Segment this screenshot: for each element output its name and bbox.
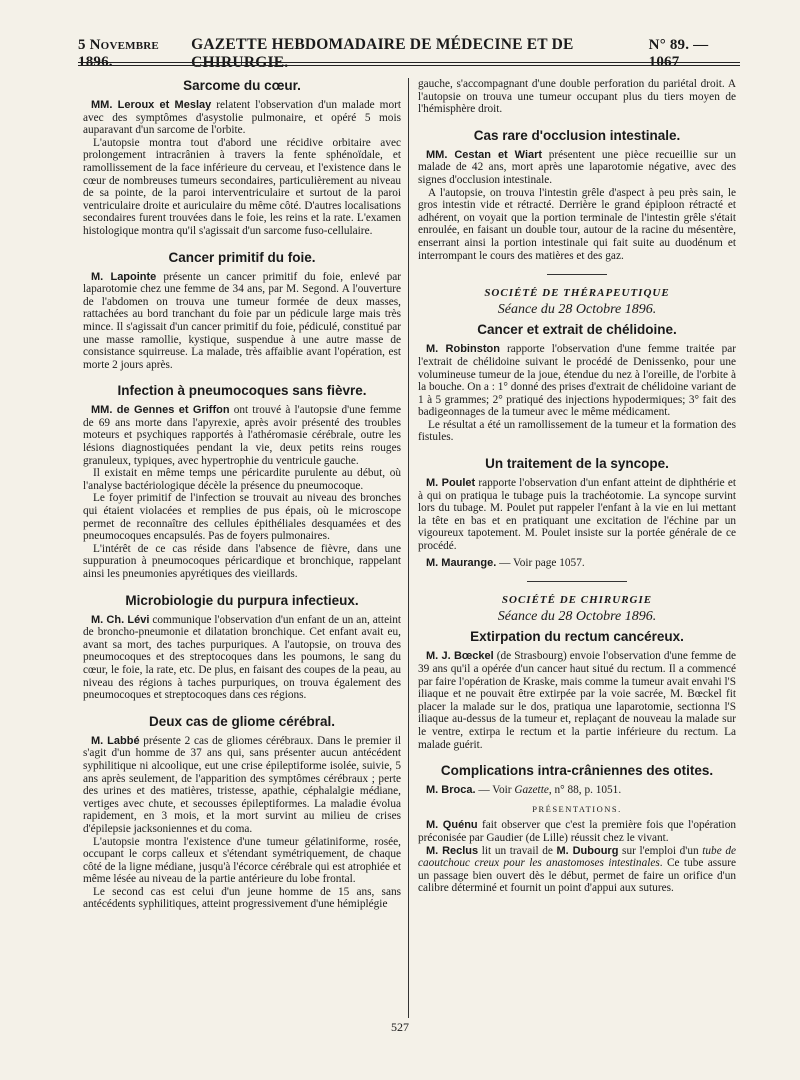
- article-title: Sarcome du cœur.: [183, 78, 301, 93]
- text: relatent l'observation d'un malade mort avec des symptômes d'asystolie pulmonaire, et opéré 5 mois auparavant d'un sarcome de l'orbite.: [83, 99, 401, 137]
- article-occlusion: [418, 128, 736, 262]
- text: fait observer que c'est la première fois que l'opération préconisée par Gaudier (de Lille) réussit chez le vivant.: [418, 819, 736, 844]
- author: M. Robinston: [426, 343, 500, 356]
- article-continuation: [418, 78, 736, 116]
- seance-date: Séance du 28 Octobre 1896.: [497, 608, 657, 624]
- paragraph: Le second cas est celui d'un jeune homme de 15 ans, sans antécédents syphilitiques, atteint progressivement d'une hémiplégie: [83, 885, 401, 911]
- society-heading: SOCIÉTÉ DE CHIRURGIE: [501, 594, 653, 607]
- article-title: Un traitement de la syncope.: [485, 456, 669, 472]
- text: rapporte l'observation d'un enfant atteint de diphthérie et à qui on pratiqua le tubage puis la trachéotomie. La syncope survint lors du tubage. M. Poulet put rappeler l'enfant à la vie en lui mettant la tête en bas et en pratiquant une excitation de l'échine par un vigoureux tapotement. M. Poulet insiste sur la portée générale de ce procédé.: [418, 477, 736, 553]
- issue-number: N° 89. — 1067: [648, 37, 709, 70]
- seance-date: Séance du 28 Octobre 1896.: [497, 301, 657, 317]
- article-syncope: [418, 456, 736, 569]
- paragraph: Le foyer primitif de l'infection se trouvait au niveau des bronches qui étaient violacées et remplies de pus épais, où le microscope permet de reconnaître des cellules épithéliales desquamées et des pneumocoques encapsulés. Pas de foyers pulmonaires.: [83, 492, 401, 543]
- paragraph: [83, 614, 401, 702]
- article-title: Infection à pneumocoques sans fièvre.: [117, 383, 367, 399]
- article-otites: [418, 763, 736, 797]
- article-title: Cancer et extrait de chélidoine.: [477, 322, 677, 338]
- article-gliome: [83, 714, 401, 911]
- paragraph: A l'autopsie, on trouva l'intestin grêle d'aspect à peu près sain, le gros intestin vide et rétracté. Derrière le grand épiploon rétracté et adhérent, on voyait que la portion terminale de l'intestin grêle s'était enroulée, en faisant un double tour, autour de la racine du mésentère, enserrant ainsi la portion intestinale qui fait suite au duodénum et interrompant le cours des matières et des gaz.: [418, 186, 736, 262]
- author: M. Reclus: [426, 844, 479, 857]
- right-column: [418, 78, 736, 907]
- text: rapporte l'observation d'une femme traitée par l'extrait de chélidoine suivant le procédé de Denissenko, pour une volumineuse tumeur de la joue, étendue du nez à l'oreille, de l'orbite à la bouche. On a : 1° donné des prises d'extrait de chélidoine variant de 1 à 5 grammes; 2° pratiqué des injections hypodermiques; 3° fait des badigeonnages de la tumeur avec le même médicament.: [418, 343, 736, 419]
- page-number: 527: [391, 1020, 409, 1034]
- paragraph: [83, 735, 401, 836]
- text: , n° 88, p. 1051.: [548, 784, 622, 797]
- paragraph: [418, 845, 736, 895]
- author: M. Dubourg: [556, 844, 619, 857]
- paragraph: [83, 271, 401, 372]
- column-divider: [408, 78, 409, 1018]
- author: MM. de Gennes et Griffon: [91, 404, 230, 417]
- paragraph: L'autopsie montra l'existence d'une tumeur gélatiniforme, rosée, occupant le corps calleux et s'étendant symétriquement, de chaque côté de la ligne médiane, jusqu'à l'écorce cérébrale qui est atrophiée et même lésée au niveau de la partie antérieure du lobe frontal.: [83, 835, 401, 886]
- article-purpura: [83, 593, 401, 702]
- article-title: Cancer primitif du foie.: [168, 249, 316, 265]
- text: ont trouvé à l'autopsie d'une femme de 69 ans morte dans l'apyrexie, après avoir présenté des troubles moteurs et psychiques rapportés à l'athéromasie cérébrale, outre les lésions diagnostiquées pendant la vie, deux petits reins rouges granuleux, typiques, avec hypertrophie du ventricule gauche.: [83, 404, 401, 467]
- header-rule: [78, 62, 740, 63]
- running-header: [78, 36, 738, 71]
- text: présente un cancer primitif du foie, enlevé par laparotomie chez une femme de 34 ans, par M. Segond. A l'ouverture de l'abdomen on trouva une tumeur formée de deux masses, rattachées au bord tranchant du foie par un pédicule large mais très mince. Il s'agissait d'un cancer primitif du foie, pédiculé, constitué par une masse ramollie, kystique, suspendue à une autre masse de consistance squirreuse. La malade, très affaiblie avant l'opération, est morte 2 jours après.: [83, 270, 401, 371]
- paragraph: [418, 557, 736, 570]
- text: — Voir: [475, 784, 515, 797]
- journal-title: GAZETTE HEBDOMADAIRE DE MÉDECINE ET DE CHIRURGIE.: [191, 36, 574, 71]
- text: lit un travail de: [478, 844, 557, 857]
- paragraph: [418, 650, 736, 751]
- paragraph: [83, 404, 401, 467]
- text: — Voir page 1057.: [496, 556, 585, 569]
- author: M. Labbé: [91, 734, 140, 747]
- article-title: Extirpation du rectum cancéreux.: [470, 629, 684, 645]
- author: M. Ch. Lévi: [91, 613, 150, 626]
- citation: Gazette: [514, 784, 549, 797]
- article-title: Microbiologie du purpura infectieux.: [125, 592, 359, 608]
- header-rule-2: [78, 65, 740, 66]
- article-chelidoine: [418, 322, 736, 444]
- society-heading: SOCIÉTÉ DE THÉRAPEUTIQUE: [484, 287, 670, 300]
- article-title: Complications intra-crâniennes des otites.: [440, 763, 714, 779]
- author: MM. Leroux et Meslay: [91, 99, 212, 111]
- emphasis: tube de caoutchouc creux pour les anastomoses intestinales: [418, 844, 737, 870]
- article-sarcome: [83, 78, 401, 238]
- author: M. Poulet: [426, 477, 476, 490]
- text: communique l'observation d'un enfant de un an, atteint de broncho-pneumonie et dilatation bronchique. Cet enfant avait eu, avant sa mort, des taches purpuriques. A l'autopsie, on trouva des pneumocoques et des streptocoques dans les poumons, le sang du cœur, le foie, la rate, etc. De plus, en faisant des coupes de la peau, au niveau des régions à taches purpuriques, on trouva également des pneumocoques et streptocoques dans ces régions.: [83, 613, 402, 702]
- paragraph: Le résultat a été un ramollissement de la tumeur et la formation des fistules.: [418, 418, 736, 444]
- paragraph: [418, 819, 736, 844]
- text: (de Strasbourg) envoie l'observation d'une femme de 39 ans qu'il a opérée d'un cancer haut situé du rectum. Il a commencé par faire l'opération de Kraske, mais comme la tumeur avait envahi l'S iliaque et ne pouvait être extirpée par la voie sacrée, M. Bœckel fit placer la malade sur le dos, pratiqua une laparotomie, sectionna l'S iliaque au-dessus de la tumeur et, replaçant de nouveau la malade sur le ventre, extirpa le rectum et la partie inférieure du rectum. La malade guérit.: [418, 650, 736, 751]
- article-pneumocoques: [83, 383, 401, 580]
- author: M. Quénu: [426, 819, 478, 832]
- presentations: [418, 819, 736, 895]
- paragraph: L'autopsie montra tout d'abord une récidive orbitaire avec prolongement intracrânien à travers la fente sphénoïdale, et ramollissement de la face inférieure du cerveau, et l'existence dans le cœur de nombreuses tumeurs secondaires, particulièrement au niveau de sa pointe, de la paroi interventriculaire et surtout de la paroi ventriculaire droite et auriculaire du même côté. D'autres localisations secondaires furent trouvées dans le foie, les reins et la rate. L'examen histologique montra qu'il s'agissait d'un sarcome fuso-cellulaire.: [83, 136, 401, 237]
- paragraph: [418, 149, 736, 187]
- paragraph: Il existait en même temps une péricardite purulente au début, où l'analyse bactériologique décèle la présence du pneumocoque.: [83, 467, 401, 492]
- text: présentent une pièce recueillie sur un malade de 42 ans, mort après une laparotomie négative, avec des signes d'occlusion intestinale.: [418, 148, 736, 186]
- author: M. Broca.: [426, 784, 476, 797]
- issue-date: 5 Novembre 1896.: [78, 37, 159, 70]
- left-column: [83, 78, 401, 923]
- article-cancer-foie: [83, 250, 401, 372]
- paragraph: L'intérêt de ce cas réside dans l'absence de fièvre, dans une suppuration à pneumocoques péricardique et bronchique, rappelant ainsi les pneumonies apyrétiques des vieillards.: [83, 542, 401, 580]
- text: présente 2 cas de gliomes cérébraux. Dans le premier il s'agit d'un homme de 37 ans qui, sans présenter aucun antécédent syphilitique ni alcoolique, eut une crise épileptiforme isolée, suivie, 5 ans après seulement, de l'apparition des symptômes cérébraux ; perte des urines et des matières, tristesse, apathie, céphalalgie médiane, vertiges avec chute, et secousses épileptiformes. La maladie évolua rapidement, en 3 mois, et la mort survint au milieu de crises d'épilepsie jacksoniennes et du coma.: [83, 734, 401, 835]
- text: sur l'emploi d'un: [618, 844, 703, 857]
- section-rule: [527, 581, 627, 582]
- author: M. Lapointe: [91, 270, 157, 283]
- author: M. J. Bœckel: [426, 650, 494, 663]
- section-rule: [547, 274, 607, 275]
- presentations-heading: PRÉSENTATIONS.: [532, 803, 622, 814]
- paragraph: [418, 477, 736, 553]
- author: MM. Cestan et Wiart: [426, 148, 543, 161]
- article-title: Deux cas de gliome cérébral.: [148, 713, 336, 729]
- paragraph: [83, 99, 401, 137]
- author: M. Maurange.: [426, 556, 497, 569]
- paragraph: [418, 784, 736, 797]
- text: . Ce tube assure un passage bien ouvert dès le début, permet de faire un orifice d'un calibre déterminé et fournit un point d'appui aux sutures.: [418, 857, 737, 895]
- paragraph: gauche, s'accompagnant d'une double perforation du pariétal droit. A l'autopsie on trouva une tumeur occupant plus du tiers moyen de l'hémisphère droit.: [418, 78, 736, 116]
- article-rectum: [418, 629, 736, 751]
- article-title: Cas rare d'occlusion intestinale.: [473, 127, 681, 143]
- paragraph: [418, 343, 736, 419]
